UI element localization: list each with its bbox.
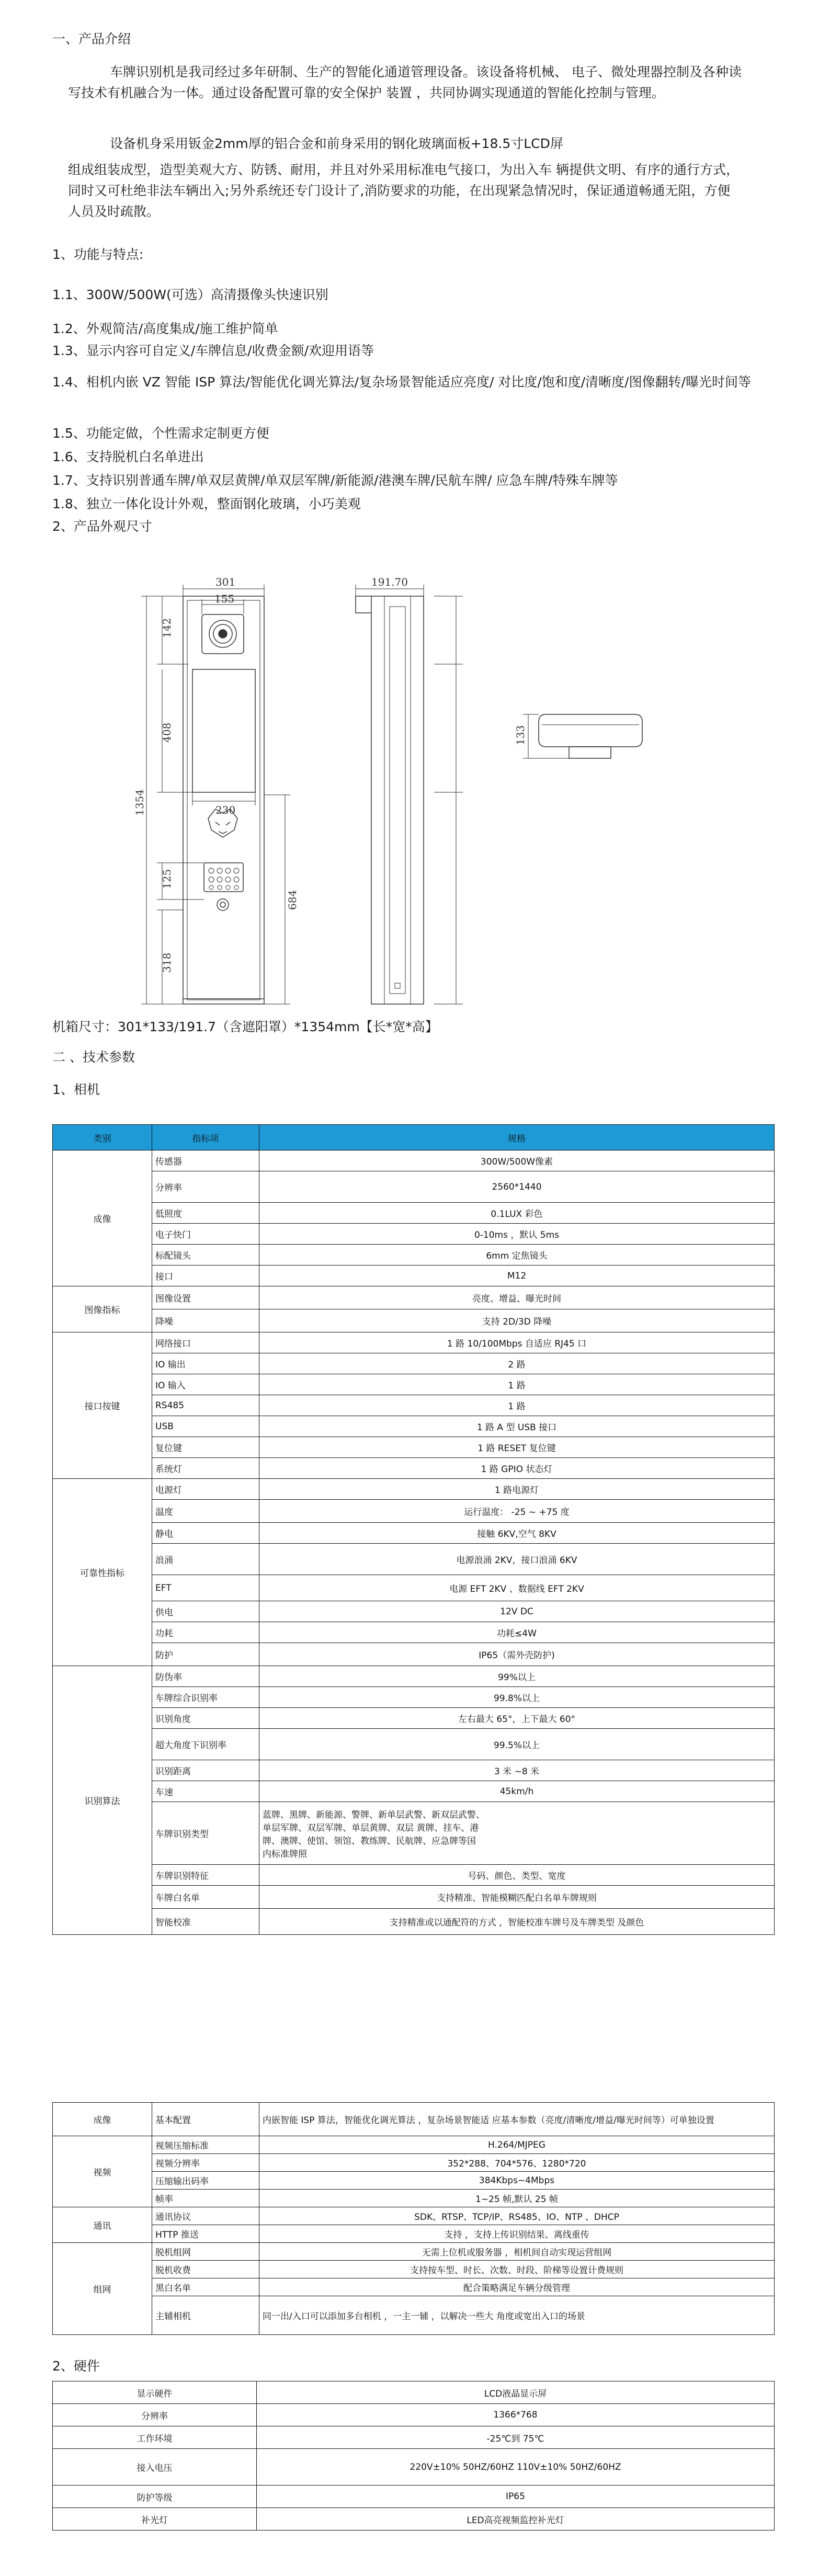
value-cell: 1 路 A 型 USB 接口: [259, 1416, 775, 1437]
hardware-value-cell: 220V±10% 50HZ/60HZ 110V±10% 50HZ/60HZ: [257, 2449, 775, 2486]
table-row: [53, 2243, 775, 2261]
item-cell: 浪涌: [152, 1544, 259, 1575]
item-cell: 视频压缩标准: [152, 2136, 259, 2154]
category-cell: 通讯: [53, 2207, 152, 2243]
value-cell: 384Kbps~4Mbps: [259, 2172, 775, 2190]
camera-subtitle: 1、相机: [52, 1082, 100, 1097]
table-row: [53, 1479, 775, 1500]
table-row: [53, 1781, 775, 1802]
dim-label-318: 318: [161, 952, 173, 973]
value-cell: 内嵌智能 ISP 算法，智能优化调光算法 ，复杂场景智能适 应基本参数（亮度/清晰度/增益/曝光时间等）可单独设置: [259, 2103, 775, 2136]
cabinet-size-caption: 机箱尺寸：301*133/191.7（含遮阳罩）*1354mm【长*宽*高】: [52, 1019, 438, 1034]
value-cell: 352*288、704*576、1280*720: [259, 2154, 775, 2172]
table-row: [53, 1865, 775, 1886]
table-row: [53, 1575, 775, 1601]
feature-item: 1.2、外观简洁/高度集成/施工维护简单: [52, 321, 278, 336]
item-cell: 车速: [152, 1781, 259, 1802]
top-view-drawing: [539, 714, 642, 758]
table-row: [53, 1266, 775, 1286]
item-cell: 通讯协议: [152, 2207, 259, 2225]
item-cell: 车牌识别类型: [152, 1802, 259, 1865]
value-cell: 99.8%以上: [259, 1687, 775, 1708]
dim-label-155: 155: [214, 592, 235, 605]
table-row: [53, 2449, 775, 2486]
value-cell: 3 米 ~8 米: [259, 1760, 775, 1781]
section-title-product-intro: 一、产品介绍: [52, 31, 131, 47]
features-title: 1、功能与特点:: [52, 247, 144, 262]
value-cell: 亮度、增益、曝光时间: [259, 1286, 775, 1309]
value-cell: 1 路电源灯: [259, 1479, 775, 1500]
intro-paragraph-2: 设备机身采用钣金2mm厚的铝合金和前身采用的钢化玻璃面板+18.5寸LCD屏: [110, 136, 563, 151]
table-row: [53, 1544, 775, 1575]
item-cell: 温度: [152, 1500, 259, 1523]
item-cell: 智能校准: [152, 1909, 259, 1935]
dim-label-191: 191.70: [371, 576, 408, 588]
item-cell: 静电: [152, 1523, 259, 1544]
table-row: [53, 1437, 775, 1458]
feature-item: 1.6、支持脱机白名单进出: [52, 449, 204, 464]
category-cell: 可靠性指标: [53, 1479, 152, 1666]
item-cell: 脱机收费: [152, 2261, 259, 2278]
item-cell: 识别距离: [152, 1760, 259, 1781]
value-cell: 1~25 帧,默认 25 帧: [259, 2190, 775, 2207]
feature-item: 1.4、相机内嵌 VZ 智能 ISP 算法/智能优化调光算法/复杂场景智能适应亮度/ 对比度/饱和度/清晰度/图像翻转/曝光时间等: [52, 374, 752, 390]
table-row: [53, 1909, 775, 1935]
value-cell: 功耗≤4W: [259, 1622, 775, 1643]
product-dimension-drawings: [78, 576, 675, 1015]
item-cell: RS485: [152, 1395, 259, 1416]
table-row: [53, 2296, 775, 2335]
table-row: [53, 1666, 775, 1687]
value-cell: 2 路: [259, 1353, 775, 1374]
table-row: [53, 1601, 775, 1622]
table-row: [53, 1760, 775, 1781]
value-cell: 号码、颜色、类型、宽度: [259, 1865, 775, 1886]
category-cell: 视频: [53, 2136, 152, 2207]
item-cell: 标配镜头: [152, 1245, 259, 1266]
item-cell: 车牌识别特征: [152, 1865, 259, 1886]
category-cell: 成像: [53, 1150, 152, 1286]
table-row: [53, 1622, 775, 1643]
feature-item: 1.3、显示内容可自定义/车牌信息/收费金额/欢迎用语等: [52, 343, 374, 358]
side-view-drawing: [356, 596, 424, 1004]
hardware-item-cell: 防护等级: [53, 2486, 257, 2508]
table-row: [53, 2486, 775, 2508]
value-cell: 1 路 GPIO 状态灯: [259, 1458, 775, 1479]
value-cell: 支持按车型、时长、次数、时段、阶梯等设置计费规则: [259, 2261, 775, 2278]
table-row: [53, 2508, 775, 2531]
table-row: [53, 1395, 775, 1416]
dim-label-684: 684: [286, 890, 299, 910]
item-cell: 视频分辨率: [152, 2154, 259, 2172]
value-cell: M12: [259, 1266, 775, 1286]
value-cell: IP65（需外壳防护): [259, 1643, 775, 1666]
dim-label-142: 142: [161, 618, 173, 638]
table-row: [53, 1687, 775, 1708]
value-cell: 配合策略满足车辆分级管理: [259, 2278, 775, 2296]
table-row: [53, 2172, 775, 2190]
item-cell: USB: [152, 1416, 259, 1437]
table-row: [53, 1353, 775, 1374]
value-cell: 同一出/入口可以添加多台相机 ，一主一辅 ，以解决一些大 角度或宽出入口的场景: [259, 2296, 775, 2335]
table-header-row: [53, 1125, 775, 1150]
item-cell: 压缩输出码率: [152, 2172, 259, 2190]
dim-label-1354: 1354: [133, 789, 146, 816]
value-cell: 支持精准、智能模糊匹配白名单车牌规则: [259, 1886, 775, 1909]
hardware-value-cell: LCD液晶显示屏: [257, 2381, 775, 2404]
table-header-item: 指标项: [152, 1125, 259, 1150]
table-row: [53, 1150, 775, 1171]
item-cell: IO 输出: [152, 1353, 259, 1374]
value-cell: 300W/500W像素: [259, 1150, 775, 1171]
item-cell: 供电: [152, 1601, 259, 1622]
table-row: [53, 1309, 775, 1332]
value-cell: SDK、RTSP、TCP/IP、RS485、IO、NTP 、DHCP: [259, 2207, 775, 2225]
item-cell: 主辅相机: [152, 2296, 259, 2335]
item-cell: IO 输入: [152, 1374, 259, 1395]
feature-item: 1.7、支持识别普通车牌/单双层黄牌/单双层军牌/新能源/港澳车牌/民航车牌/ 应急车牌/特殊车牌等: [52, 473, 618, 488]
table-row: [53, 2225, 775, 2243]
value-cell: 支持 2D/3D 降噪: [259, 1309, 775, 1332]
value-cell: 1 路 RESET 复位键: [259, 1437, 775, 1458]
item-cell: 图像设置: [152, 1286, 259, 1309]
hardware-subtitle: 2、硬件: [52, 2358, 100, 2374]
table-row: [53, 1203, 775, 1224]
section-title-tech-params: 二 、技术参数: [52, 1050, 135, 1065]
table-row: [53, 1171, 775, 1203]
value-cell: 支持精准或以通配符的方式 ，智能校准车牌号及车牌类型 及颜色: [259, 1909, 775, 1935]
item-cell: 基本配置: [152, 2103, 259, 2136]
table-row: [53, 2278, 775, 2296]
hardware-item-cell: 显示硬件: [53, 2381, 257, 2404]
table-row: [53, 1886, 775, 1909]
value-cell: 电源 EFT 2KV 、数据线 EFT 2KV: [259, 1575, 775, 1601]
item-cell: 脱机组网: [152, 2243, 259, 2261]
dimensions-title: 2、产品外观尺寸: [52, 519, 152, 534]
value-cell: 99%以上: [259, 1666, 775, 1687]
value-cell: 99.5%以上: [259, 1729, 775, 1760]
table-row: [53, 2381, 775, 2404]
category-cell: 组网: [53, 2243, 152, 2335]
category-cell: 图像指标: [53, 1286, 152, 1332]
value-cell: 12V DC: [259, 1601, 775, 1622]
value-cell: 45km/h: [259, 1781, 775, 1802]
intro-paragraph-3: 组成组装成型，造型美观大方、防锈、耐用，并且对外采用标准电气接口，为出入车 辆提供文明、有序的通行方式，同时又可杜绝非法车辆出入;另外系统还专门设计了,消防要求的功能，在出现紧急情况时，保证通道畅通无阻，方便人员及时疏散。: [68, 162, 739, 219]
item-cell: 防伪率: [152, 1666, 259, 1687]
table-row: [53, 1643, 775, 1666]
table-row: [53, 1416, 775, 1437]
value-cell: 1 路: [259, 1395, 775, 1416]
table-row: [53, 1332, 775, 1353]
hardware-value-cell: 1366*768: [257, 2404, 775, 2426]
table-row: [53, 2136, 775, 2154]
value-cell: 接触 6KV,空气 8KV: [259, 1523, 775, 1544]
feature-item: 1.1、300W/500W(可选）高清摄像头快速识别: [52, 287, 328, 302]
camera-spec-table-continued: [52, 2102, 775, 2335]
dim-label-125: 125: [161, 869, 173, 889]
category-cell: 识别算法: [53, 1666, 152, 1935]
item-cell: 降噪: [152, 1309, 259, 1332]
feature-item: 1.5、功能定做，个性需求定制更方便: [52, 426, 269, 441]
table-row: [53, 1458, 775, 1479]
table-row: [53, 1708, 775, 1729]
camera-spec-table: [52, 1124, 775, 1935]
value-cell: 蓝牌、黑牌、新能源、警牌、新单层武警、新双层武警、 单层军牌、双层军牌、单层黄牌、双层 黄牌、挂车、港 牌、澳牌、使馆、领馆、教练牌、民航牌、应急牌等国 内标准牌照: [259, 1802, 775, 1865]
item-cell: 超大角度下识别率: [152, 1729, 259, 1760]
value-cell: 无需上位机或服务器 ，相机间自动实现运营组网: [259, 2243, 775, 2261]
table-row: [53, 1374, 775, 1395]
value-cell: 0.1LUX 彩色: [259, 1203, 775, 1224]
item-cell: 复位键: [152, 1437, 259, 1458]
table-row: [53, 1523, 775, 1544]
item-cell: 帧率: [152, 2190, 259, 2207]
intro-paragraph-1: 车牌识别机是我司经过多年研制、生产的智能化通道管理设备。该设备将机械、 电子、微处理器控制及各种读写技术有机融合为一体。通过设备配置可靠的安全保护 装置 ，共同协调实现通道的智能化控制与管理。: [68, 64, 742, 100]
table-row: [53, 2426, 775, 2449]
category-cell: 成像: [53, 2103, 152, 2136]
item-cell: 车牌白名单: [152, 1886, 259, 1909]
item-cell: 识别角度: [152, 1708, 259, 1729]
table-row: [53, 1802, 775, 1865]
table-row: [53, 1286, 775, 1309]
hardware-value-cell: IP65: [257, 2486, 775, 2508]
hardware-value-cell: LED高亮视频监控补光灯: [257, 2508, 775, 2531]
front-view-drawing: [183, 596, 264, 1004]
table-row: [53, 2404, 775, 2426]
item-cell: 接口: [152, 1266, 259, 1286]
item-cell: HTTP 推送: [152, 2225, 259, 2243]
value-cell: 电源浪涌 2KV，接口浪涌 6KV: [259, 1544, 775, 1575]
item-cell: 传感器: [152, 1150, 259, 1171]
value-cell: 1 路: [259, 1374, 775, 1395]
table-row: [53, 2207, 775, 2225]
hardware-item-cell: 分辨率: [53, 2404, 257, 2426]
table-row: [53, 1245, 775, 1266]
hardware-item-cell: 接入电压: [53, 2449, 257, 2486]
value-cell: 支持 ，支持上传识别结果、离线重传: [259, 2225, 775, 2243]
hardware-spec-table: [52, 2381, 775, 2531]
value-cell: 左右最大 65°，上下最大 60°: [259, 1708, 775, 1729]
table-row: [53, 2261, 775, 2278]
table-header-category: 类别: [53, 1125, 152, 1150]
table-header-spec: 规格: [259, 1125, 775, 1150]
item-cell: 防护: [152, 1643, 259, 1666]
item-cell: 电子快门: [152, 1224, 259, 1245]
table-row: [53, 1224, 775, 1245]
item-cell: 低照度: [152, 1203, 259, 1224]
item-cell: 电源灯: [152, 1479, 259, 1500]
value-cell: 运行温度： -25 ~ +75 度: [259, 1500, 775, 1523]
hardware-item-cell: 工作环境: [53, 2426, 257, 2449]
value-cell: 1 路 10/100Mbps 自适应 RJ45 口: [259, 1332, 775, 1353]
value-cell: 0-10ms ，默认 5ms: [259, 1224, 775, 1245]
dim-label-301: 301: [215, 576, 236, 588]
hardware-item-cell: 补光灯: [53, 2508, 257, 2531]
value-cell: H.264/MJPEG: [259, 2136, 775, 2154]
feature-item: 1.8、独立一体化设计外观，整面钢化玻璃，小巧美观: [52, 496, 361, 511]
table-row: [53, 1500, 775, 1523]
item-cell: 黑白名单: [152, 2278, 259, 2296]
value-cell: 2560*1440: [259, 1171, 775, 1203]
item-cell: 分辨率: [152, 1171, 259, 1203]
item-cell: EFT: [152, 1575, 259, 1601]
dim-label-230: 230: [215, 804, 236, 816]
dim-label-408: 408: [161, 722, 173, 743]
dim-label-133: 133: [514, 725, 527, 745]
category-cell: 接口按键: [53, 1332, 152, 1479]
item-cell: 系统灯: [152, 1458, 259, 1479]
value-cell: 6mm 定焦镜头: [259, 1245, 775, 1266]
item-cell: 车牌综合识别率: [152, 1687, 259, 1708]
table-row: [53, 2154, 775, 2172]
table-row: [53, 2190, 775, 2207]
table-row: [53, 2103, 775, 2136]
item-cell: 网络接口: [152, 1332, 259, 1353]
hardware-value-cell: -25℃到 75℃: [257, 2426, 775, 2449]
table-row: [53, 1729, 775, 1760]
item-cell: 功耗: [152, 1622, 259, 1643]
